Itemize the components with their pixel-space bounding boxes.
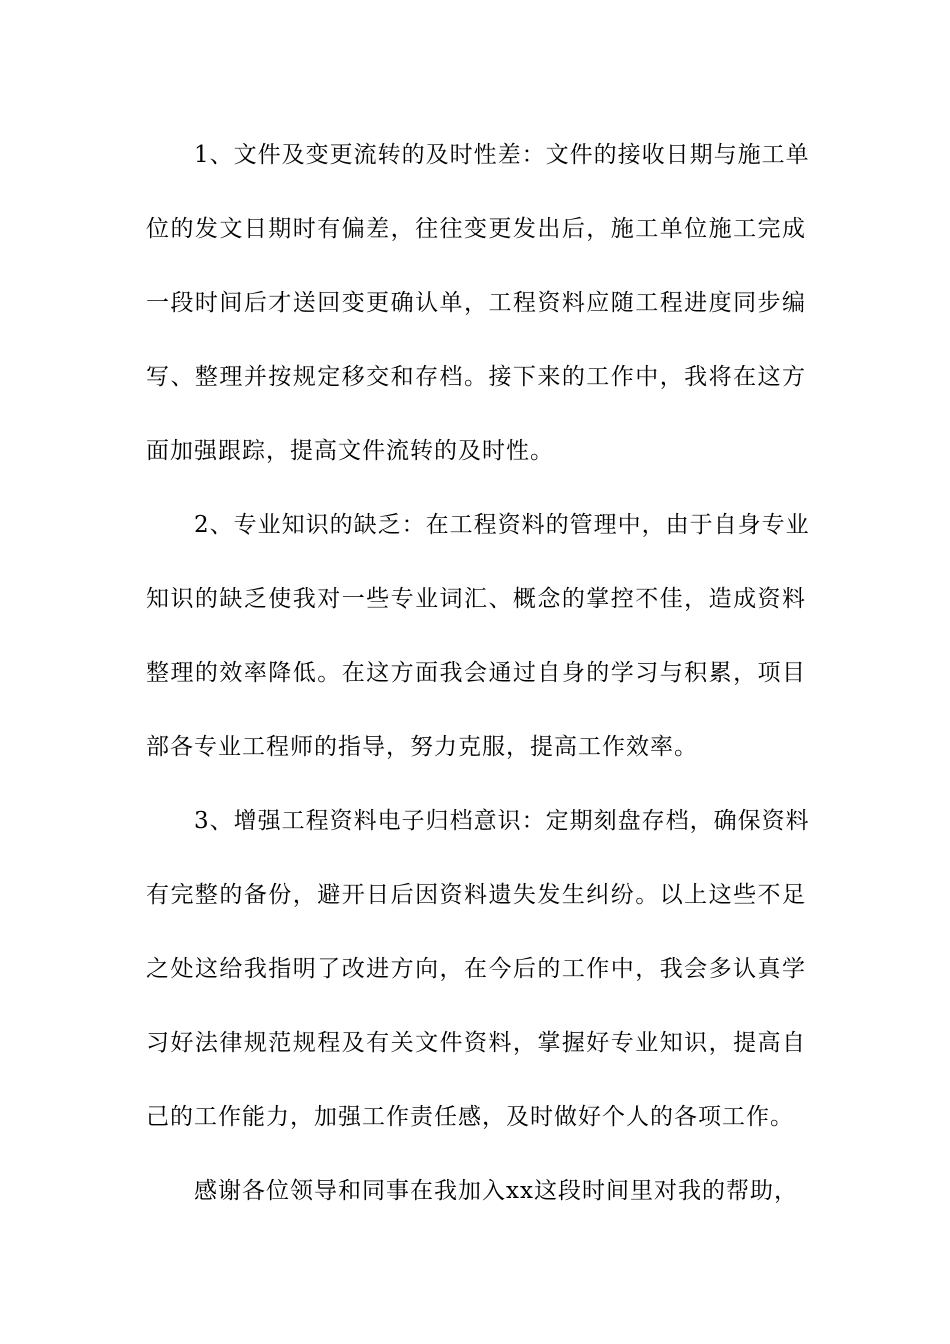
paragraph-line: 之处这给我指明了改进方向，在今后的工作中，我会多认真学 (146, 956, 806, 982)
paragraph-2 (146, 488, 810, 784)
paragraph-3 (146, 784, 810, 1154)
paragraph-line: 知识的缺乏使我对一些专业词汇、概念的掌控不佳，造成资料 (146, 586, 806, 612)
paragraph-line: 有完整的备份，避开日后因资料遗失发生纠纷。以上这些不足 (146, 882, 806, 908)
paragraph-line: 1、文件及变更流转的及时性差：文件的接收日期与施工单 (194, 142, 810, 168)
paragraph-line: 感谢各位领导和同事在我加入xx这段时间里对我的帮助， (194, 1178, 798, 1204)
document-body (146, 118, 810, 1228)
paragraph-line: 写、整理并按规定移交和存档。接下来的工作中，我将在这方 (146, 364, 806, 390)
paragraph-line: 位的发文日期时有偏差，往往变更发出后，施工单位施工完成 (146, 216, 806, 242)
paragraph-line: 3、增强工程资料电子归档意识：定期刻盘存档，确保资料 (194, 808, 810, 834)
paragraph-1 (146, 118, 810, 488)
paragraph-line: 己的工作能力，加强工作责任感，及时做好个人的各项工作。 (146, 1104, 794, 1130)
paragraph-line: 整理的效率降低。在这方面我会通过自身的学习与积累，项目 (146, 660, 806, 686)
paragraph-4 (146, 1154, 806, 1228)
paragraph-line: 面加强跟踪，提高文件流转的及时性。 (146, 438, 554, 464)
paragraph-line: 部各专业工程师的指导，努力克服，提高工作效率。 (146, 734, 698, 760)
paragraph-line: 2、专业知识的缺乏：在工程资料的管理中，由于自身专业 (194, 512, 810, 538)
paragraph-line: 一段时间后才送回变更确认单，工程资料应随工程进度同步编 (146, 290, 806, 316)
paragraph-line: 习好法律规范规程及有关文件资料，掌握好专业知识，提高自 (146, 1030, 806, 1056)
